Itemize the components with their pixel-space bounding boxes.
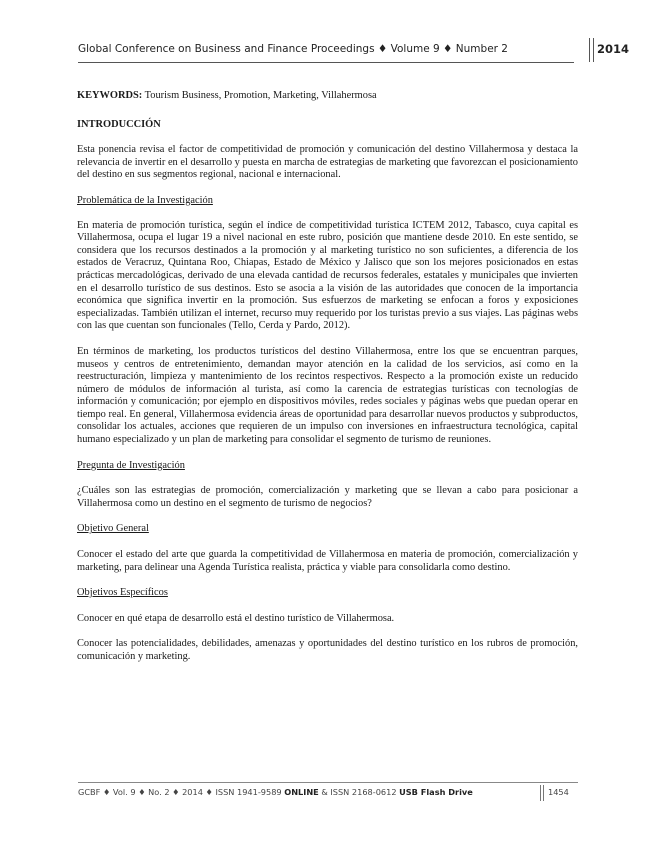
running-footer [78, 782, 578, 803]
subheading-pregunta-text: Pregunta de Investigación [77, 459, 185, 471]
subheading-problematica [77, 195, 578, 208]
keywords-line [77, 90, 578, 103]
subheading-objetivos-especificos [77, 587, 578, 600]
footer-usb: USB Flash Drive [399, 787, 473, 797]
problematica-paragraph-2: En términos de marketing, los productos turísticos del destino Villahermosa, entre los que se encuentran parques, museos y centros de entretenimiento, demandan mayor atención en la calidad de los servicios, así como en la reestructuración, limpieza y mantenimiento de los recintos respectivos. Respecto a la promoción existe un reducido número de módulos de información al turista, así como la carencia de estrategias turísticas con tecnologías de información y comunicación; por ejemplo en dispositivos móviles, redes sociales y páginas webs que puedan operar en tiempo real. En general, Villahermosa evidencia áreas de oportunidad para desarrollar nuevos productos y subproductos, consolidar los actuales, acciones que requieren de un impulso con inversiones en infraestructura tecnológica, capital humano especializado y un plan de marketing para consolidar el segmento de turismo de reuniones. [77, 345, 578, 446]
subheading-objetivo-general [77, 523, 578, 536]
objetivo-general-paragraph: Conocer el estado del arte que guarda la competitividad de Villahermosa en materia de promoción, comercialización y marketing, para delinear una Agenda Turística realista, práctica y viable para consolidarla como destino. [77, 549, 578, 573]
subheading-objetivos-especificos-text: Objetivos Específicos [77, 587, 168, 599]
section-title-introduccion: INTRODUCCIÓN [77, 118, 161, 130]
keywords-label: KEYWORDS: [77, 90, 143, 101]
page-number: 1454 [548, 787, 569, 797]
subheading-pregunta [77, 460, 578, 473]
objetivo-especifico-2: Conocer las potencialidades, debilidades, amenazas y oportunidades del destino turístico en los rubros de promoción, comunicación y marketing. [77, 638, 578, 662]
running-header [78, 38, 630, 63]
footer-separator [540, 785, 544, 801]
footer-citation [78, 787, 473, 797]
article-body [77, 90, 578, 664]
header-separator [589, 38, 594, 62]
subheading-objetivo-general-text: Objetivo General [77, 523, 149, 535]
objetivo-especifico-1: Conocer en qué etapa de desarrollo está el destino turístico de Villahermosa. [77, 612, 395, 624]
subheading-problematica-text: Problemática de la Investigación [77, 194, 213, 206]
problematica-paragraph-1: En materia de promoción turística, según el índice de competitividad turística ICTEM 2012, Tabasco, cuya capital es Villahermosa, ocupa el lugar 19 a nivel nacional en este rubro, posición que mantiene desde 2010. En este sentido, se considera que los recursos destinados a la promoción y al marketing turístico no son suficientes, a diferencia de los estados de Veracruz, Quintana Roo, Chiapas, Estado de México y Jalisco que son los mejores posicionados en estas prácticas mercadológicas, derivado de una elevada cantidad de recursos federales, estatales y municipales que invierten en el desarrollo turístico de sus destinos. Esto se asocia a la visión de las autoridades que conocen de la importancia económica que significa invertir en la promoción. Sus esfuerzos de marketing se enfocan a foros y exposiciones especializadas. También utilizan el internet, recurso muy requerido por los turistas previo a sus viajes. Las páginas webs con las que cuentan son funcionales (Tello, Cerda y Pardo, 2012). [77, 219, 578, 332]
keywords-terms: Tourism Business, Promotion, Marketing, Villahermosa [144, 90, 377, 101]
footer-online: ONLINE [284, 787, 319, 797]
header-year: 2014 [597, 42, 630, 56]
footer-middle: & ISSN 2168-0612 [318, 787, 400, 797]
footer-prefix: GCBF ♦ Vol. 9 ♦ No. 2 ♦ 2014 ♦ ISSN 1941-9589 [78, 787, 285, 797]
journal-title: Global Conference on Business and Finance Proceedings ♦ Volume 9 ♦ Number 2 [78, 43, 508, 55]
introduction-paragraph: Esta ponencia revisa el factor de competitividad de promoción y comunicación del destino Villahermosa y destaca la relevancia de invertir en el desarrollo y puesta en marcha de estrategias de marketing que favorezcan el posicionamiento del destino en sus segmentos regional, nacional e internacional. [77, 144, 578, 181]
pregunta-paragraph: ¿Cuáles son las estrategias de promoción, comercialización y marketing que se llevan a cabo para posicionar a Villahermosa como un destino en el segmento de turismo de negocios? [77, 485, 578, 509]
